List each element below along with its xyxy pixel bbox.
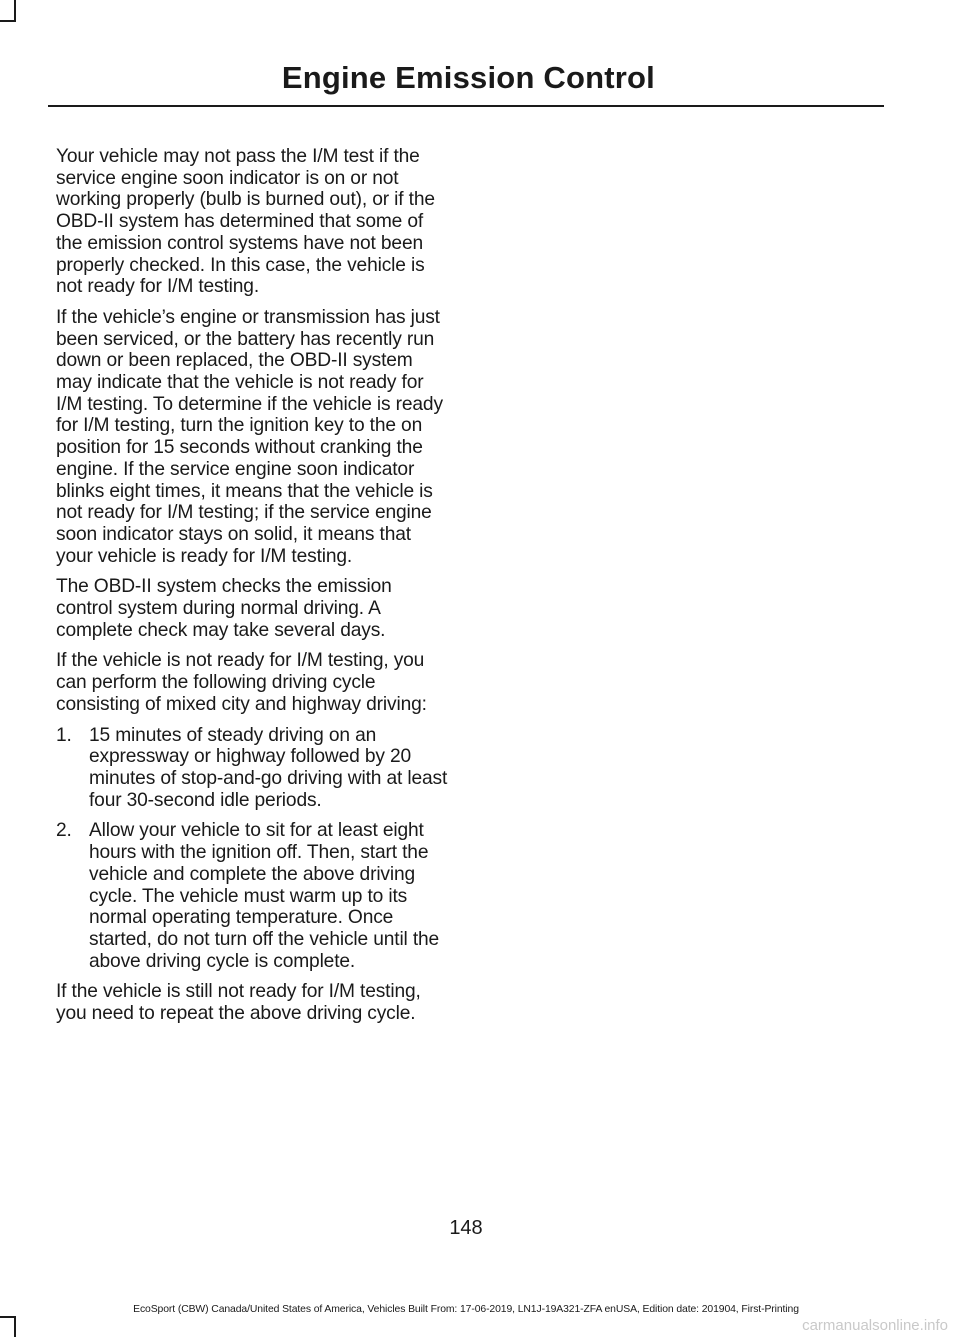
paragraph: The OBD-II system checks the emission control system during normal driving. A complete check may take several days. <box>56 576 392 641</box>
header-divider <box>48 105 884 107</box>
paragraph: Your vehicle may not pass the I/M test if the service engine soon indicator is on or not working properly (bulb is burned out), or if the OBD-II system has determined that some of the emission control systems have not been properly checked. In this case, the vehicle is not ready for I/M testing. <box>56 146 435 298</box>
footer-edition-info: EcoSport (CBW) Canada/United States of America, Vehicles Built From: 17-06-2019, LN1J-19A321-ZFA enUSA, Edition date: 201904, First-Printing <box>133 1304 799 1315</box>
page-number: 148 <box>449 1217 483 1239</box>
list-item <box>56 725 448 812</box>
step-text: 15 minutes of steady driving on an expressway or highway followed by 20 minutes of stop-and-go driving with at least four 30-second idle periods. <box>89 724 448 811</box>
paragraph: If the vehicle is not ready for I/M testing, you can perform the following driving cycle consisting of mixed city and highway driving: <box>56 650 427 715</box>
watermark: carmanualsonline.info <box>802 1317 948 1334</box>
paragraph: If the vehicle’s engine or transmission has just been serviced, or the battery has recently run down or been replaced, the OBD-II system may indicate that the vehicle is not ready for I/M testing. To determine if the vehicle is ready for I/M testing, turn the ignition key to the on position for 15 seconds without cranking the engine. If the service engine soon indicator blinks eight times, it means that the vehicle is not ready for I/M testing; if the service engine soon indicator stays on solid, it means that your vehicle is ready for I/M testing. <box>56 306 443 567</box>
list-item <box>56 820 448 972</box>
paragraph: If the vehicle is still not ready for I/M testing, you need to repeat the above driving cycle. <box>56 981 421 1025</box>
crop-mark-top-left-vertical <box>14 0 16 20</box>
crop-mark-bottom-left-vertical <box>14 1317 16 1337</box>
crop-mark-top-left-horizontal <box>0 20 16 22</box>
crop-mark-bottom-left-horizontal <box>0 1316 16 1318</box>
driving-cycle-steps <box>56 725 448 973</box>
step-number: 1. <box>56 724 72 746</box>
page-title: Engine Emission Control <box>281 60 655 95</box>
step-text: Allow your vehicle to sit for at least eight hours with the ignition off. Then, start the vehicle and complete the above driving cycle. The vehicle must warm up to its normal operating temperature. Once started, do not turn off the vehicle until the above driving cycle is complete. <box>89 820 440 972</box>
body-text <box>56 146 448 1034</box>
step-number: 2. <box>56 820 72 842</box>
